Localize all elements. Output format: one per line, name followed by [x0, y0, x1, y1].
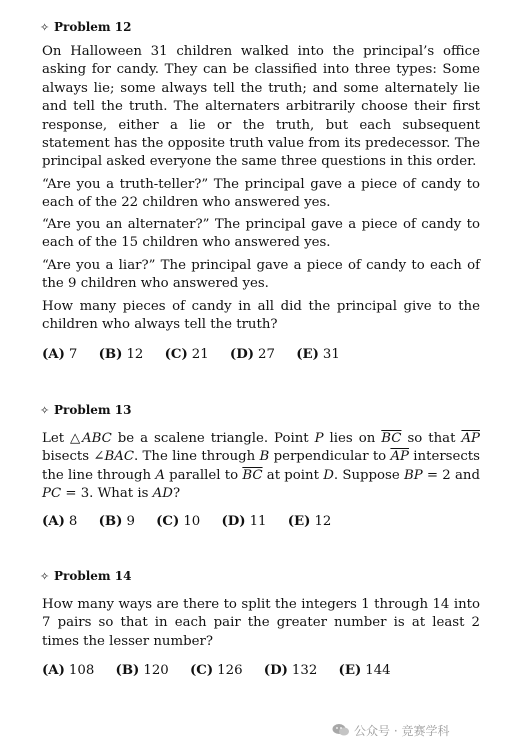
choice-a[interactable]: (A) 108	[42, 663, 95, 678]
answer-choices	[42, 662, 482, 680]
diamond-star-icon: ✧	[40, 404, 50, 417]
answer-choices	[42, 346, 482, 364]
problem-header: ✧ Problem 12	[40, 20, 132, 34]
choice-d[interactable]: (D) 11	[221, 514, 267, 529]
segment-ap: $\overline{AP}$	[390, 449, 410, 465]
problem-paragraph: On Halloween 31 children walked into the principal’s office asking for candy. They can be classified into three types: Some always lie; some always tell the truth; and some alternately lie and tell the truth. The alternaters arbitrarily choose their first response, either a lie or the truth, but each subsequent statement has the opposite truth value from its predecessor. The principal asked everyone the same three questions in this order.	[42, 44, 480, 170]
diamond-star-icon: ✧	[40, 570, 50, 583]
problem-header: ✧ Problem 13	[40, 403, 132, 417]
segment-ap: $\overline{AP}$	[461, 431, 480, 446]
problem-header: ✧ Problem 14	[40, 569, 132, 583]
footer-watermark: 公众号 · 竞赛学科	[332, 720, 512, 742]
choice-c[interactable]: (C) 126	[189, 663, 243, 678]
choice-b[interactable]: (B) 12	[98, 347, 144, 362]
problem-paragraph: Let △ABC be a scalene triangle. Point P lies on $\overline{BC}$ so that $\overline{AP}$ bisects ∠BAC. The line through B perpendicular to $\overline{AP}$ intersects the line through A parallel to $\overline{BC}$ at point D. Suppose BP = 2 and PC = 3. What is AD?	[42, 431, 480, 502]
choice-c[interactable]: (C) 21	[164, 347, 209, 362]
choice-e[interactable]: (E) 12	[287, 514, 332, 529]
choice-b[interactable]: (B) 120	[115, 663, 169, 678]
problem-paragraph: How many pieces of candy in all did the principal give to the children who always tell the truth?	[42, 299, 480, 333]
choice-b[interactable]: (B) 9	[98, 514, 135, 529]
answer-choices	[42, 513, 482, 531]
problem-paragraph: “Are you a liar?” The principal gave a piece of candy to each of the 9 children who answered yes.	[42, 258, 480, 292]
wechat-icon	[332, 723, 350, 737]
problem-paragraph: “Are you an alternater?” The principal gave a piece of candy to each of the 15 children who answered yes.	[42, 217, 480, 251]
choice-a[interactable]: (A) 8	[42, 514, 78, 529]
choice-d[interactable]: (D) 27	[229, 347, 275, 362]
choice-e[interactable]: (E) 144	[338, 663, 391, 678]
choice-a[interactable]: (A) 7	[42, 347, 78, 362]
choice-c[interactable]: (C) 10	[156, 514, 201, 529]
choice-d[interactable]: (D) 132	[263, 663, 318, 678]
segment-bc: $\overline{BC}$	[381, 431, 402, 446]
problem-paragraph: How many ways are there to split the integers 1 through 14 into 7 pairs so that in each pair the greater number is at least 2 times the lesser number?	[42, 597, 480, 649]
segment-bc: $\overline{BC}$	[242, 467, 263, 483]
problem-paragraph: “Are you a truth-teller?” The principal gave a piece of candy to each of the 22 children who answered yes.	[42, 177, 480, 211]
choice-e[interactable]: (E) 31	[296, 347, 340, 362]
diamond-star-icon: ✧	[40, 21, 50, 34]
